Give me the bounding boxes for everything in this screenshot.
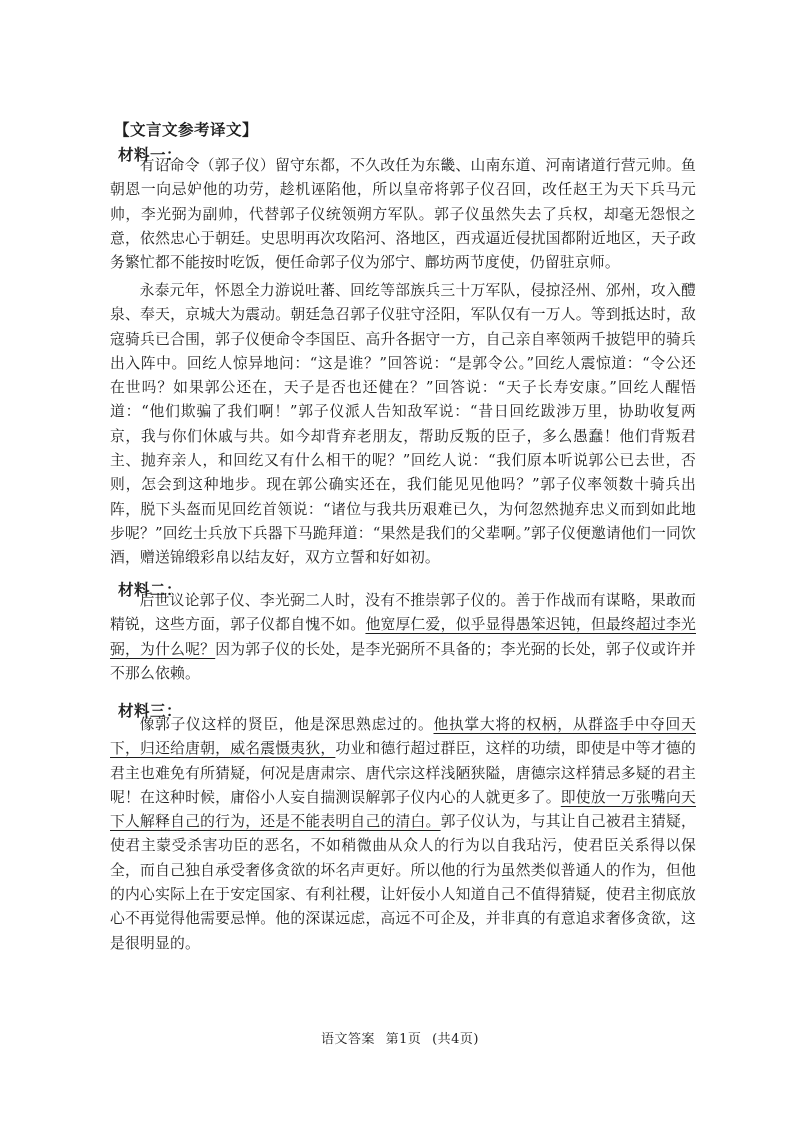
material1-heading: 材料一： — [118, 145, 183, 164]
material2-heading: 材料二： — [118, 580, 183, 599]
material1-paragraph-1: 有诏命令（郭子仪）留守东都，不久改任为东畿、山南东道、河南诸道行营元帅。鱼朝恩一向忌妒他的功劳，趁机诬陷他，所以皇帝将郭子仪召回，改任赵王为天下兵马元帅，李光弼为副帅，代替郭子仪统领朔方军队。郭子仪虽然失去了兵权，却毫无怨恨之意，依然忠心于朝廷。史思明再次攻陷河、洛地区，西戎逼近侵扰国都附近地区，天子政务繁忙都不能按时吃饭，便任命郭子仪为邠宁、鄜坊两节度使，仍留驻京师。 — [110, 157, 696, 272]
page-footer — [0, 1028, 800, 1047]
material1-paragraph-2: 永泰元年，怀恩全力游说吐蕃、回纥等部族兵三十万军队，侵掠泾州、邠州，攻入醴泉、奉天，京城大为震动。朝廷急召郭子仪驻守泾阳，军队仅有一万人。等到抵达时，敌寇骑兵已合围，郭子仪便命令李国臣、高升各据守一方，自己亲自率领两千披铠甲的骑兵出入阵中。回纥人惊异地问：“这是谁？”回答说：“是郭令公。”回纥人震惊道：“令公还在世吗？如果郭公还在，天子是否也还健在？”回答说：“天子长寿安康。”回纥人醒悟道：“他们欺骗了我们啊！”郭子仪派人告知敌军说：“昔日回纥跋涉万里，协助收复两京，我与你们休戚与共。如今却背弃老朋友，帮助反叛的臣子，多么愚蠢！他们背叛君主、抛弃亲人，和回纥又有什么相干的呢？”回纥人说：“我们原本听说郭公已去世，否则，怎会到这种地步。现在郭公确实还在，我们能见见他吗？”郭子仪率领数十骑兵出阵，脱下头盔而见回纥首领说：“诸位与我共历艰难已久，为何忽然抛弃忠义而到如此地步呢？”回纥士兵放下兵器下马跪拜道：“果然是我们的父辈啊。”郭子仪便邀请他们一同饮酒，赠送锦缎彩帛以结友好，双方立誓和好如初。 — [110, 282, 696, 567]
material2-text-b: 因为郭子仪的长处，是李光弼所不具备的；李光弼的长处，郭子仪或许并不那么依赖。 — [110, 640, 696, 682]
material3-underlined-1: 他执掌大将的权柄，从群盗手中夺回天下，归还给唐朝，威名震慑夷狄， — [110, 716, 696, 758]
material2-text-a: 后世议论郭子仪、李光弼二人时，没有不推崇郭子仪的。善于作战而有谋略，果敢而精锐，这些方面，郭子仪都自愧不如。 — [110, 592, 696, 634]
material3-heading: 材料三： — [118, 701, 183, 720]
material3-text-b: 功业和德行超过群臣，这样的功绩，即使是中等才德的君主也难免有所猜疑，何况是唐肃宗、唐代宗这样浅陋狭隘，唐德宗这样猜忌多疑的君主呢！在这种时候，庸俗小人妄自揣测误解郭子仪内心的人就更多了。 — [110, 740, 696, 806]
material3-text-a: 像郭子仪这样的贤臣，他是深思熟虑过的。 — [139, 716, 434, 733]
material3-text-c: 郭子仪认为，与其让自己被君主猜疑，使君主蒙受杀害功臣的恶名，不如稍微曲从众人的行为以自我玷污，使君臣关系得以保全，而自己独自承受奢侈贪欲的坏名声更好。所以他的行为虽然类似普通人的作为，但他的内心实际上在于安定国家、有利社稷，让奸佞小人知道自己不值得猜疑，使君主彻底放心不再觉得他需要忌惮。他的深谋远虑，高远不可企及，并非真的有意追求奢侈贪欲，这是很明显的。 — [110, 813, 696, 952]
material2-underlined: 他宽厚仁爱，似乎显得愚笨迟钝，但最终超过李光弼，为什么呢？ — [110, 616, 696, 658]
material3-paragraph — [110, 713, 696, 956]
material2-paragraph — [110, 589, 696, 686]
material3-underlined-2: 即使放一万张嘴向天下人解释自己的行为，还是不能表明自己的清白。 — [110, 788, 696, 831]
footer-subject: 语文答案 — [321, 1032, 376, 1047]
footer-total-pages: (共4页) — [432, 1032, 479, 1047]
footer-page-number: 第1页 — [385, 1032, 422, 1047]
doc-title: 【文言文参考译文】 — [114, 120, 259, 139]
